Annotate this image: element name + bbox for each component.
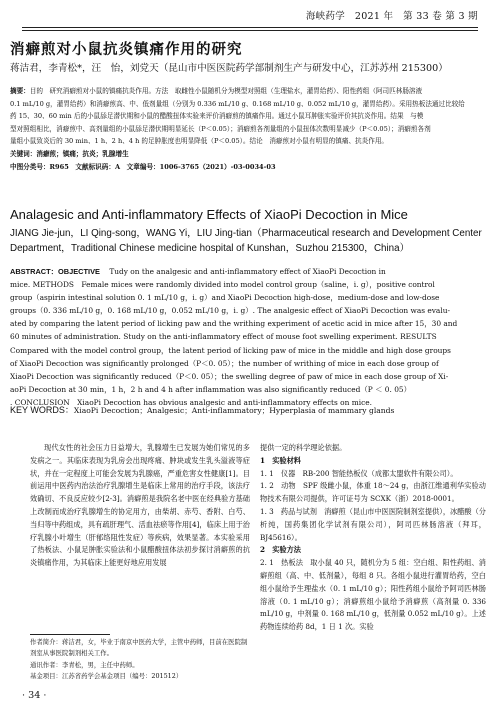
english-abstract-line: ated by comparing the latent period of licking paw and the writhing experiment of acetic acid in mice after 15，30 and bbox=[10, 319, 458, 329]
chinese-abstract-line: 量组小鼠致炎后的 30 min、1 h、2 h、4 h 的足肿胀度也明显降低（P＜0.05）。结论 消癖煎对小鼠有明显的镇痛、抗炎作用。 bbox=[10, 137, 389, 146]
body-right-column bbox=[260, 442, 486, 634]
chinese-keywords: 关键词：消癖煎；镇痛；抗炎；乳腺增生 bbox=[10, 149, 129, 158]
header-rule-thick bbox=[22, 27, 478, 28]
paragraph: 1. 3 药品与试剂 消癖煎（昆山市中医医院制剂室提供），冰醋酸（分析纯，国药集团化学试剂有限公司），阿司匹林肠溶液（拜耳，BJ45616）。 bbox=[260, 506, 486, 542]
english-abstract-line: mice. METHODS Female mices were randomly divided into model control group（saline，i. g），positive control bbox=[10, 280, 435, 290]
english-abstract-line: of XiaoPi Decoction was significantly prolonged（P＜0. 05）；the number of writhing of mice in each dose group of bbox=[10, 358, 439, 368]
header-rule-thin bbox=[22, 30, 478, 31]
paragraph: 2. 1 热板法 取小鼠 40 只，随机分为 5 组：空白组、阳性药组、消癖煎组（高、中、低剂量），每组 8 只。各组小鼠进行灌胃给药，空白组小鼠给予生理盐水（0. 1 mL/10 g）；阳性药组小鼠给予阿司匹林肠溶液（0. 1 mL/10 g）；消癖煎组小鼠给予消癖煎（高剂量 0. 336 mL/10 g，中剂量 0. 168 mL/10 g，低剂量 0.052 mL/10 g）。上述药物连续给药 8d，1 日 1 次。实验 bbox=[260, 558, 486, 632]
footnotes bbox=[30, 637, 250, 683]
section-heading: 2 实验方法 bbox=[260, 545, 301, 555]
journal-header: 海峡药学 2021 年 第 33 卷 第 3 期 bbox=[305, 11, 478, 22]
english-abstract-line: 60 minutes of administration. Study on the anti-inflammatory effect of mouse foot swelling experiment. RESULTS bbox=[10, 332, 437, 342]
english-abstract-line: XiaoPi Decoction was significantly reduced（P＜0. 05）；the swelling degree of paw of mice in each dose group of Xi- bbox=[10, 371, 449, 381]
paragraph: 1. 2 动物 SPF 级雌小鼠，体重 18～24 g，由浙江维通利华实验动物技术有限公司提供，许可证号为 SCXK（浙）2018-0001。 bbox=[260, 481, 486, 504]
chinese-authors: 蒋洁君，李青松*，汪 怡，刘党天（昆山市中医医院药学部制剂生产与研发中心，江苏苏州 215300） bbox=[10, 63, 448, 74]
english-abstract-line: Compared with the model control group，the latent period of licking paw of mice in the middle and high dose groups bbox=[10, 345, 451, 355]
chinese-abstract bbox=[10, 85, 490, 173]
english-keywords-label: KEY WORDS： bbox=[10, 405, 74, 415]
english-abstract-line: aoPi Decoction at 30 min，1 h，2 h and 4 h after inflammation was also significantly reduced（P ＜ 0. 05） bbox=[10, 384, 412, 394]
footnote-correspondence: 通讯作者：李青松，男，主任中药师。 bbox=[30, 660, 139, 669]
english-abstract bbox=[10, 265, 490, 409]
english-abstract-label: ABSTRACT：OBJECTIVE bbox=[10, 267, 100, 276]
english-keywords: KEY WORDS：XiaoPi Decoction；Analgesic；Anti-inflammatory；Hyperplasia of mammary glands bbox=[10, 405, 395, 415]
chinese-abstract-line: 型对照组相比，消癖煎中、高剂量组的小鼠舔足潜伏期明显延长（P＜0.05）；消癖煎各剂量组的小鼠扭体次数明显减少（P＜0.05）；消癖煎各剂 bbox=[10, 124, 431, 133]
chinese-abstract-label: 摘要： bbox=[10, 87, 30, 95]
footnote-funding: 基金项目：江苏省药学会基金项目（编号：201512） bbox=[30, 672, 183, 681]
footnote-author: 作者简介：蒋洁君，女，毕业于南京中医药大学，主管中药师，目前在医院制剂室从事医院制剂相关工作。 bbox=[30, 638, 248, 658]
english-title: Analagesic and Anti-inflammatory Effects of XiaoPi Decoction in Mice bbox=[10, 207, 408, 222]
paragraph: 1. 1 仪器 RB-200 智能热板仪（成都太盟软件有限公司）。 bbox=[260, 468, 458, 478]
chinese-abstract-line: 摘要：目的 研究消癖煎对小鼠的镇痛抗炎作用。方法 取雌性小鼠随机分为模型对照组（生理盐水，灌胃给药）、阳性药组（阿司匹林肠溶液 bbox=[10, 87, 423, 95]
english-abstract-line: ABSTRACT：OBJECTIVE Tudy on the analgesic and anti-inflammatory effect of XiaoPi Decoction in bbox=[10, 267, 386, 276]
footnote-rule bbox=[30, 634, 110, 635]
english-abstract-line: group（aspirin intestinal solution 0. 1 mL/10 g，i. g）and XiaoPi Decoction high-dose，medium-dose and low-dose bbox=[10, 293, 440, 303]
english-abstract-line: groups（0. 336 mL/10 g，0. 168 mL/10 g，0.052 mL/10 g，i. g）. The analgesic effect of XiaoPi Decoction was evalu- bbox=[10, 306, 450, 316]
body-left-column: 现代女性的社会压力日益增大，乳腺增生已发展为她们常见的多发病之一。其临床表现为乳房会出现疼痛、肿块或发生乳头溢液等症状，并在一定程度上可能会发展为乳腺癌，严重危害女性健康[1]。目前运用中医药内治法治疗乳腺增生是临床上常用的治疗手段，该法疗效确切、不良反应较少[2-3]。消癖煎是我院名老中医在经典验方基础上改制而成治疗乳腺增生的协定用方，由柴胡、赤芍、香附、白芍、当归等中药组成，具有疏肝理气、活血祛瘀等作用[4]，临床上用于治疗乳腺小叶增生（肝郁络阻性发症）等疾病，效果显著。本实验采用了热板法、小鼠足肿胀实验法和小鼠醋酸扭体法初步探讨消癖煎的抗炎镇痛作用，为其临床上能更好地应用发展 bbox=[30, 443, 250, 568]
chinese-abstract-line: 药 15、30、60 min 后的小鼠舔足潜伏期和小鼠的醋酸扭体实验来评价消癖煎的镇痛作用。通过小鼠耳肿胀实验评价其抗炎作用。结果 与模 bbox=[10, 112, 424, 121]
page-number: · 34 · bbox=[22, 690, 47, 701]
english-authors: JIANG Jie-jun，LI Qing-song，WANG Yi，LIU Jing-tian（Pharmaceutical research and Development Center Department，Traditional Chinese medicine hospital of Kunshan，Suzhou 215300，China） bbox=[10, 228, 482, 254]
chinese-title: 消癖煎对小鼠抗炎镇痛作用的研究 bbox=[10, 41, 243, 58]
english-abstract-line: . CONCLUSION XiaoPi Decoction has obvious analgesic and anti-inflammatory effects on mice. bbox=[10, 397, 372, 407]
chinese-abstract-line: 0.1 mL/10 g，灌胃给药）和消癖煎高、中、低剂量组（分别为 0.336 mL/10 g、0.168 mL/10 g、0.052 mL/10 g，灌胃给药）。采用热板法通过比较给 bbox=[10, 99, 465, 108]
intro-continuation: 提供一定的科学理论依据。 bbox=[260, 443, 347, 452]
chinese-classification: 中图分类号：R965 文献标识码：A 文章编号：1006-3765（2021）-03-0034-03 bbox=[10, 162, 276, 171]
section-heading: 1 实验材料 bbox=[260, 455, 301, 465]
